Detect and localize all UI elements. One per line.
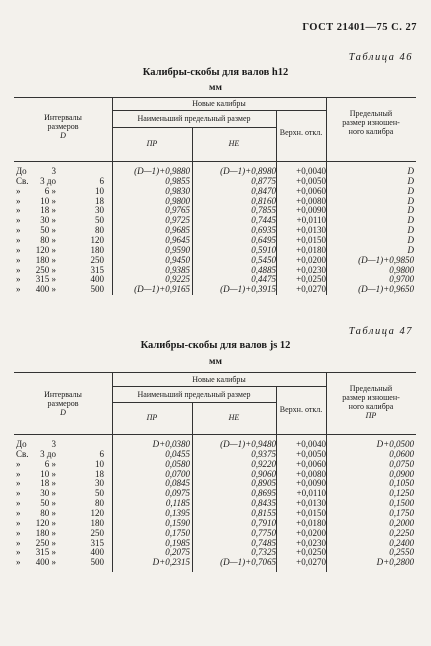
upper-dev-value: +0,0050	[296, 448, 326, 459]
upper-dev-value: +0,0230	[296, 264, 326, 275]
wear-limit-value: D	[407, 205, 414, 216]
pr-value: D+0,0380	[152, 439, 190, 449]
range-pre: Св.	[16, 448, 29, 459]
range-to: 6	[99, 448, 104, 459]
range-to: 500	[90, 557, 104, 568]
range-from: 10 »	[40, 468, 56, 479]
ne-value: 0,5450	[251, 254, 276, 265]
range-pre: »	[16, 254, 21, 265]
range-pre: »	[16, 507, 21, 518]
range-from: 250 »	[35, 264, 56, 275]
range-from: 80 »	[40, 234, 56, 245]
upper-dev-value: +0,0080	[296, 195, 326, 206]
pr-value: 0,9385	[165, 264, 190, 275]
pr-value: 0,9830	[165, 185, 190, 196]
upper-dev-value: +0,0040	[296, 439, 326, 449]
range-pre: Св.	[16, 175, 29, 186]
range-header: Интервалы размеров D	[44, 113, 82, 140]
range-from: 30 »	[40, 215, 56, 226]
ne-value: 0,9220	[251, 458, 276, 469]
ne-value: (D—1)+0,7065	[220, 557, 276, 568]
range-from: 315 »	[35, 274, 56, 285]
ne-value: 0,8695	[251, 488, 276, 499]
upper-dev-value: +0,0150	[296, 507, 326, 518]
ne-value: 0,7485	[251, 537, 276, 548]
wear-limit-value: 0,0600	[389, 448, 414, 459]
wear-limit-value: 0,1050	[389, 478, 414, 489]
range-from: 180 »	[35, 254, 56, 265]
pr-value: 0,9590	[165, 244, 190, 255]
pr-value: 0,9450	[165, 254, 190, 265]
range-from: 180 »	[35, 527, 56, 538]
ne-header: НЕ	[228, 139, 240, 148]
pr-value: 0,9725	[165, 215, 190, 226]
pr-value: 0,1985	[165, 537, 190, 548]
range-pre: »	[16, 244, 21, 255]
pr-value: 0,9685	[165, 225, 190, 236]
range-to: 10	[95, 458, 104, 469]
wear-limit-value: D	[407, 166, 414, 176]
range-from: 315 »	[35, 547, 56, 558]
range-to: 500	[90, 284, 104, 295]
range-pre: »	[16, 498, 21, 509]
wear-limit-value: D+0,0500	[376, 439, 414, 449]
ne-value: 0,6495	[251, 234, 276, 245]
range-from: 400 »	[35, 284, 56, 295]
upper-dev-value: +0,0130	[296, 225, 326, 236]
ne-value: (D—1)+0,3915	[220, 284, 276, 295]
table-unit: мм	[209, 357, 222, 367]
range-pre: »	[16, 527, 21, 538]
ne-value: 0,7855	[251, 205, 276, 216]
upper-dev-value: +0,0130	[296, 498, 326, 509]
ne-value: 0,4885	[251, 264, 276, 275]
ne-value: 0,7325	[251, 547, 276, 558]
range-to: 30	[95, 478, 104, 489]
range-pre: »	[16, 205, 21, 216]
range-pre: »	[16, 195, 21, 206]
ne-value: 0,8160	[251, 195, 276, 206]
range-to: 315	[90, 264, 104, 275]
ne-value: 0,8905	[251, 478, 276, 489]
range-to: 250	[90, 527, 104, 538]
pr-value: 0,0845	[165, 478, 190, 489]
upper-dev-value: +0,0050	[296, 175, 326, 186]
pr-value: 0,9225	[165, 274, 190, 285]
wear-limit-value: (D—1)+0,9650	[358, 284, 414, 295]
range-from: 250 »	[35, 537, 56, 548]
ne-value: 0,7445	[251, 215, 276, 226]
wear-limit-value: 0,0900	[389, 468, 414, 479]
wear-limit-value: D	[407, 244, 414, 255]
range-pre: »	[16, 264, 21, 275]
range-header: Интервалы размеров D	[44, 390, 82, 417]
range-pre: »	[16, 537, 21, 548]
range-pre: »	[16, 234, 21, 245]
range-from: 50 »	[40, 498, 56, 509]
wear-limit-value: D	[407, 234, 414, 245]
range-to: 80	[95, 225, 104, 236]
range-to: 6	[99, 175, 104, 186]
wear-limit-header: Предельный размер изношен- ного калибра	[342, 109, 400, 136]
range-to: 315	[90, 537, 104, 548]
ne-value: 0,8435	[251, 498, 276, 509]
upper-dev-value: +0,0250	[296, 547, 326, 558]
wear-limit-value: D	[407, 195, 414, 206]
range-pre: »	[16, 547, 21, 558]
table-label: Таблица 47	[348, 326, 413, 337]
range-from: 18 »	[40, 205, 56, 216]
range-to: 250	[90, 254, 104, 265]
table-unit: мм	[209, 83, 222, 93]
wear-limit-value: D	[407, 215, 414, 226]
range-to: 400	[90, 547, 104, 558]
page-header: ГОСТ 21401—75 С. 27	[302, 22, 417, 33]
pr-value: 0,0975	[165, 488, 190, 499]
wear-limit-value: (D—1)+0,9850	[358, 254, 414, 265]
pr-value: 0,2075	[165, 547, 190, 558]
wear-limit-value: 0,2400	[389, 537, 414, 548]
range-to: 120	[90, 234, 104, 245]
ne-value: 0,7750	[251, 527, 276, 538]
wear-limit-header: Предельный размер изношен- ного калибра ПР	[342, 384, 400, 420]
wear-limit-value: 0,9800	[389, 264, 414, 275]
range-cell	[16, 557, 112, 568]
range-pre: »	[16, 468, 21, 479]
range-from: 120 »	[35, 517, 56, 528]
range-pre: »	[16, 185, 21, 196]
range-to: 18	[95, 468, 104, 479]
range-to: 120	[90, 507, 104, 518]
range-to: 80	[95, 498, 104, 509]
range-from: 6 »	[44, 185, 56, 196]
wear-limit-value: 0,1250	[389, 488, 414, 499]
range-from: 6 »	[44, 458, 56, 469]
range-to: 400	[90, 274, 104, 285]
range-cell	[16, 284, 112, 295]
range-pre: До	[16, 166, 27, 176]
range-from: 3	[51, 166, 56, 176]
range-pre: »	[16, 225, 21, 236]
range-pre: »	[16, 517, 21, 528]
upper-dev-header: Верхн. откл.	[279, 405, 323, 414]
range-to: 10	[95, 185, 104, 196]
pr-value: 0,1590	[165, 517, 190, 528]
range-to: 180	[90, 517, 104, 528]
table-title: Калибры-скобы для валов js 12	[140, 340, 291, 351]
upper-dev-value: +0,0200	[296, 254, 326, 265]
upper-dev-value: +0,0080	[296, 468, 326, 479]
range-pre: До	[16, 439, 27, 449]
range-to: 50	[95, 215, 104, 226]
pr-value: (D—1)+0,9165	[134, 284, 190, 295]
range-from: 3	[51, 439, 56, 449]
upper-dev-value: +0,0200	[296, 527, 326, 538]
wear-limit-value: D+0,2800	[376, 557, 414, 568]
ne-value: 0,8775	[251, 175, 276, 186]
upper-dev-value: +0,0090	[296, 478, 326, 489]
ne-value: (D—1)+0,9480	[220, 439, 276, 449]
new-gauges-header: Новые калибры	[192, 99, 246, 108]
range-pre: »	[16, 215, 21, 226]
upper-dev-value: +0,0250	[296, 274, 326, 285]
upper-dev-value: +0,0110	[296, 215, 326, 226]
wear-limit-value: D	[407, 175, 414, 186]
range-from: 120 »	[35, 244, 56, 255]
range-from: 3 до	[40, 175, 56, 186]
wear-limit-value: 0,0750	[389, 458, 414, 469]
ne-value: 0,4475	[251, 274, 276, 285]
range-to: 18	[95, 195, 104, 206]
range-pre: »	[16, 478, 21, 489]
upper-dev-value: +0,0180	[296, 517, 326, 528]
ne-value: 0,5910	[251, 244, 276, 255]
pr-header: ПР	[146, 139, 158, 148]
wear-limit-value: D	[407, 185, 414, 196]
pr-value: 0,0580	[165, 458, 190, 469]
pr-value: 0,9645	[165, 234, 190, 245]
pr-value: 0,1750	[165, 527, 190, 538]
ne-value: 0,9060	[251, 468, 276, 479]
range-from: 3 до	[40, 448, 56, 459]
ne-header: НЕ	[228, 413, 240, 422]
range-from: 30 »	[40, 488, 56, 499]
range-pre: »	[16, 557, 21, 568]
range-pre: »	[16, 274, 21, 285]
ne-value: 0,6935	[251, 225, 276, 236]
wear-limit-value: 0,2550	[389, 547, 414, 558]
range-pre: »	[16, 488, 21, 499]
range-from: 50 »	[40, 225, 56, 236]
ne-value: (D—1)+0,8980	[220, 166, 276, 176]
wear-limit-value: 0,1750	[389, 507, 414, 518]
min-size-header: Наименьший предельный размер	[137, 114, 251, 123]
wear-limit-value: 0,2250	[389, 527, 414, 538]
upper-dev-value: +0,0270	[296, 557, 326, 568]
pr-header: ПР	[146, 413, 158, 422]
upper-dev-value: +0,0060	[296, 458, 326, 469]
upper-dev-header: Верхн. откл.	[279, 128, 323, 137]
pr-value: (D—1)+0,9880	[134, 166, 190, 176]
min-size-header: Наименьший предельный размер	[137, 390, 251, 399]
range-to: 30	[95, 205, 104, 216]
range-to: 180	[90, 244, 104, 255]
upper-dev-value: +0,0110	[296, 488, 326, 499]
wear-limit-value: D	[407, 225, 414, 236]
upper-dev-value: +0,0040	[296, 166, 326, 176]
upper-dev-value: +0,0180	[296, 244, 326, 255]
table-label: Таблица 46	[348, 52, 413, 63]
pr-value: 0,9800	[165, 195, 190, 206]
range-to: 50	[95, 488, 104, 499]
ne-value: 0,8470	[251, 185, 276, 196]
pr-value: 0,9765	[165, 205, 190, 216]
range-from: 400 »	[35, 557, 56, 568]
wear-limit-value: 0,9700	[389, 274, 414, 285]
pr-value: 0,0700	[165, 468, 190, 479]
upper-dev-value: +0,0060	[296, 185, 326, 196]
pr-value: 0,1395	[165, 507, 190, 518]
pr-value: 0,0455	[165, 448, 190, 459]
new-gauges-header: Новые калибры	[192, 375, 246, 384]
ne-value: 0,7910	[251, 517, 276, 528]
upper-dev-value: +0,0270	[296, 284, 326, 295]
range-from: 80 »	[40, 507, 56, 518]
upper-dev-value: +0,0150	[296, 234, 326, 245]
upper-dev-value: +0,0230	[296, 537, 326, 548]
ne-value: 0,8155	[251, 507, 276, 518]
range-pre: »	[16, 284, 21, 295]
pr-value: 0,1185	[165, 498, 190, 509]
range-from: 18 »	[40, 478, 56, 489]
upper-dev-value: +0,0090	[296, 205, 326, 216]
wear-limit-value: 0,2000	[389, 517, 414, 528]
pr-value: D+0,2315	[152, 557, 190, 568]
wear-limit-value: 0,1500	[389, 498, 414, 509]
range-from: 10 »	[40, 195, 56, 206]
table-title: Калибры-скобы для валов h12	[142, 67, 289, 78]
pr-value: 0,9855	[165, 175, 190, 186]
range-pre: »	[16, 458, 21, 469]
ne-value: 0,9375	[251, 448, 276, 459]
